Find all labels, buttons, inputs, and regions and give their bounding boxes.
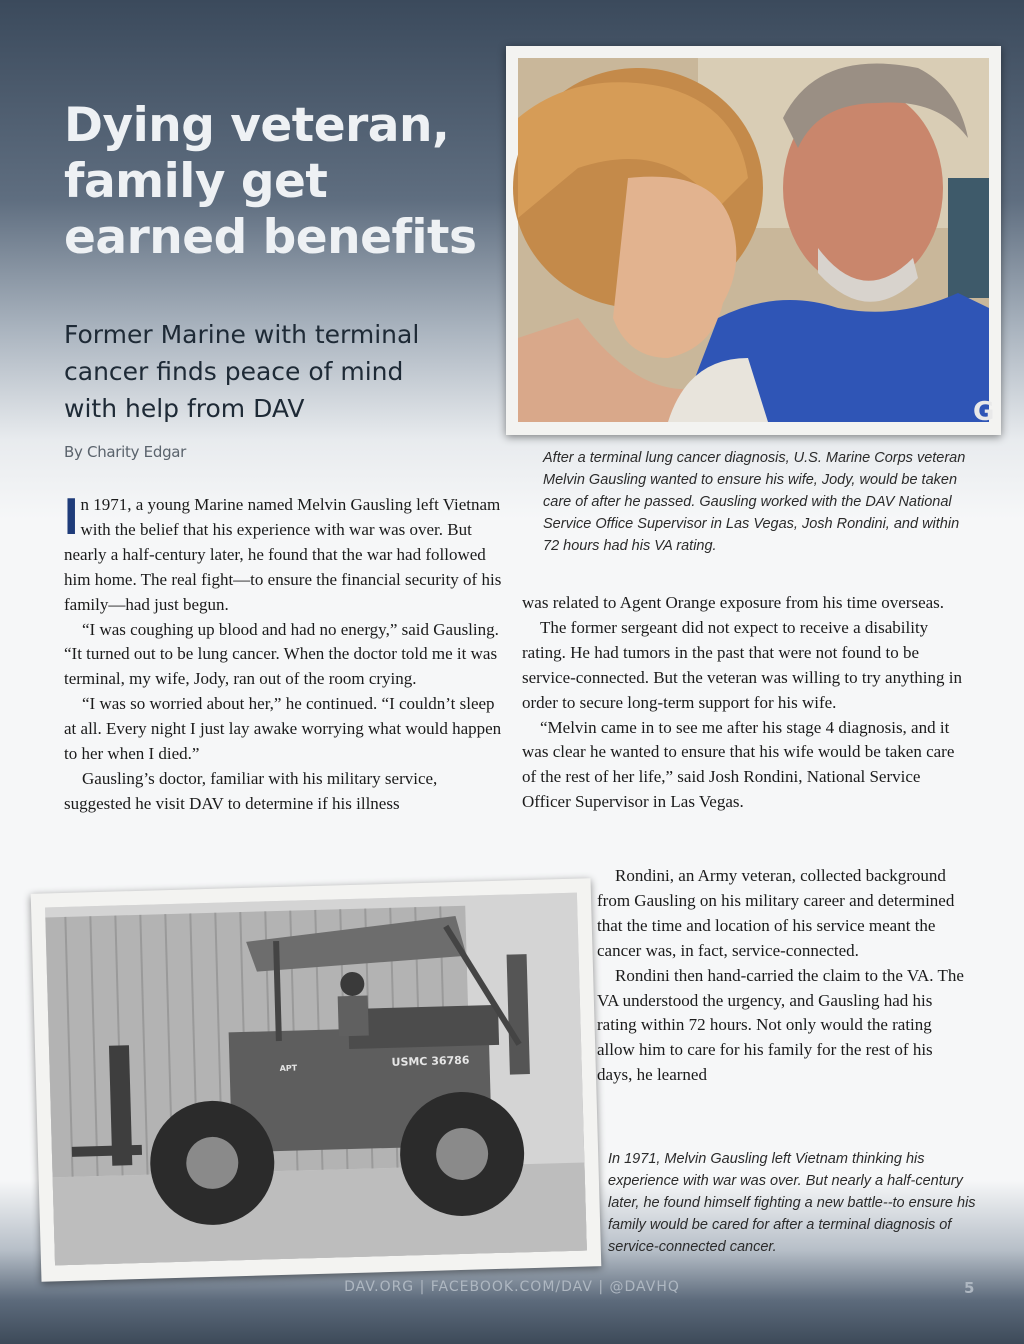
article-paragraph (64, 488, 504, 618)
article-paragraph: Rondini, an Army veteran, collected background from Gausling on his military career and determined that the time and location of his service meant the cancer was, in fact, service-connected. (597, 866, 955, 960)
vehicle-plate: APT (279, 1063, 298, 1074)
subheadline-line: with help from DAV (64, 394, 305, 423)
drop-cap: I (64, 488, 79, 546)
page-number: 5 (964, 1279, 975, 1297)
photo-couple (518, 58, 995, 427)
subheadline-line: cancer finds peace of mind (64, 357, 404, 386)
byline: By Charity Edgar (64, 443, 187, 461)
photo-forklift-frame (31, 878, 602, 1281)
photo-forklift-caption: In 1971, Melvin Gausling left Vietnam thinking his experience with war was over. But nearly a half-century later, he found himself fighting a new battle--to ensure his family would be cared for after a terminal diagnosis of service-connected cancer. (608, 1151, 976, 1255)
photo-couple-frame (506, 46, 1001, 435)
article-paragraph: Gausling’s doctor, familiar with his military service, suggested he visit DAV to determine if his illness (64, 768, 438, 813)
vehicle-marking: USMC 36786 (391, 1053, 470, 1069)
subheadline-line: Former Marine with terminal (64, 320, 420, 349)
photo-couple-illustration (518, 58, 995, 427)
subheadline (64, 316, 464, 427)
article-paragraph: The former sergeant did not expect to receive a disability rating. He had tumors in the past that were not found to be service-connected. But the veteran was willing to try anything in order to secure long-term support for his wife. (522, 617, 962, 712)
article-paragraph: “Melvin came in to see me after his stage 4 diagnosis, and it was clear he wanted to ensure that his wife would be taken care of the rest of her life,” said Josh Rondini, National Service Officer Supervisor in Las Vegas. (522, 717, 955, 812)
article-paragraph: “I was so worried about her,” he continued. “I couldn’t sleep at all. Every night I just lay awake worrying what would happen to her when I died.” (64, 694, 502, 764)
article-column-2 (522, 591, 972, 815)
footer-links: DAV.ORG | FACEBOOK.COM/DAV | @DAVHQ (344, 1279, 680, 1295)
headline-line: earned benefits (64, 210, 477, 265)
headline (64, 98, 504, 266)
headline-line: Dying veteran, (64, 98, 450, 153)
article-column-3 (597, 864, 972, 1088)
headline-line: family get (64, 154, 328, 209)
article-column-1 (64, 488, 504, 817)
photo-couple-caption: After a terminal lung cancer diagnosis, U.S. Marine Corps veteran Melvin Gausling wanted to ensure his wife, Jody, would be taken care of after he passed. Gausling worked with the DAV National Service Office Supervisor in Las Vegas, Josh Rondini, and within 72 hours had his VA rating. (543, 450, 966, 554)
photo-forklift-illustration (45, 893, 587, 1266)
shirt-letter: G (973, 397, 995, 427)
article-paragraph-text: n 1971, a young Marine named Melvin Gausling left Vietnam with the belief that his experience with war was over. But nearly a half-century later, he found that the war had followed him home. The real fight—to ensure the financial security of his family—had just begun. (64, 495, 502, 614)
photo-forklift (45, 893, 587, 1266)
article-paragraph: “I was coughing up blood and had no energy,” said Gausling. “It turned out to be lung cancer. When the doctor told me it was terminal, my wife, Jody, ran out of the room crying. (64, 619, 499, 689)
article-paragraph: was related to Agent Orange exposure from his time overseas. (522, 593, 945, 612)
article-paragraph: Rondini then hand-carried the claim to the VA. The VA understood the urgency, and Gausling had his rating within 72 hours. Not only would the rating allow him to care for his family for the rest of his days, he learned (597, 965, 964, 1085)
